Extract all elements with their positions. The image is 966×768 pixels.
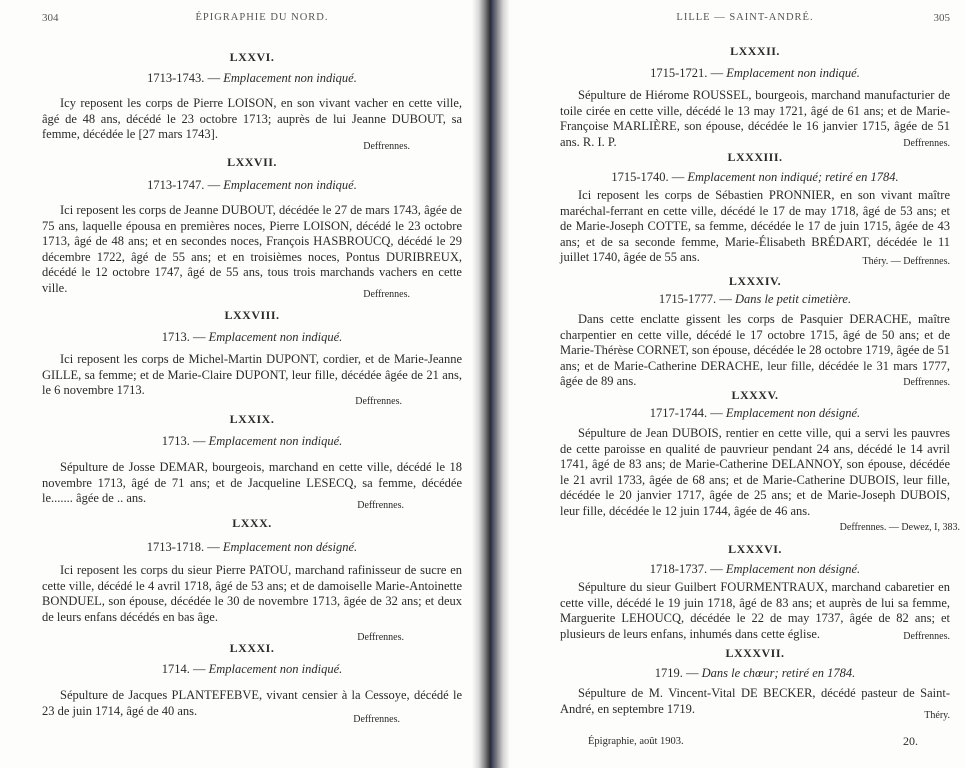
entry-location: Emplacement non indiqué. bbox=[223, 71, 357, 85]
page-footer-sheet-number: 20. bbox=[903, 734, 918, 748]
entry-date-line: 1714. — Emplacement non indiqué. bbox=[161, 662, 343, 676]
right-running-head: LILLE — SAINT-ANDRÉ. bbox=[676, 12, 814, 23]
entry-number: LXXX. bbox=[232, 516, 272, 530]
entry-number: LXXXII. bbox=[730, 44, 780, 58]
entry-number: LXXVIII. bbox=[224, 308, 280, 322]
entry-source: Deffrennes. bbox=[355, 396, 402, 407]
entry-date: 1713. bbox=[161, 434, 190, 448]
entry-date: 1719. bbox=[654, 666, 683, 680]
entry-text: Sépulture de M. Vincent-Vital DE BECKER, décédé pasteur de Saint-André, en septembre 1719. bbox=[560, 686, 950, 716]
entry-text: Icy reposent les corps de Pierre LOISON, en son vivant vacher en cette ville, âgé de 48 ans, décédé le 23 octobre 1713; auprès de lui Jeanne DUBOUT, sa femme, décédée le [27 mars 1743]. bbox=[42, 96, 462, 142]
entry-number: LXXIX. bbox=[229, 412, 275, 426]
entry-date-line: 1718-1737. — Emplacement non désigné. bbox=[649, 562, 861, 576]
right-page bbox=[498, 0, 966, 768]
entry-number: LXXXIV. bbox=[728, 274, 782, 288]
entry-date: 1713-1743. bbox=[147, 71, 205, 85]
entry-location: Emplacement non désigné. bbox=[725, 406, 861, 420]
entry-source: Théry. — Deffrennes. bbox=[862, 256, 950, 267]
entry-text: Sépulture de Josse DEMAR, bourgeois, marchand en cette ville, décédé le 18 novembre 1713, âgé de 71 ans; et de Jacqueline LESECQ, sa femme, décédée le....... âgée de .. ans. bbox=[42, 460, 462, 506]
entry-date-line: 1717-1744. — Emplacement non désigné. bbox=[649, 406, 861, 420]
entry-date: 1717-1744. bbox=[649, 406, 708, 420]
entry-number: LXXXVI. bbox=[728, 542, 782, 556]
entry-source: Théry. bbox=[924, 710, 950, 721]
entry-date: 1713. bbox=[161, 330, 190, 344]
entry-date-line: 1713. — Emplacement non indiqué. bbox=[161, 434, 343, 448]
entry-date: 1715-1721. bbox=[650, 66, 708, 80]
entry-date-line: 1719. — Dans le chœur; retiré en 1784. bbox=[654, 666, 856, 680]
page-footer-signature: Épigraphie, août 1903. bbox=[588, 736, 684, 747]
entry-number: LXXXI. bbox=[229, 641, 275, 655]
entry-location: Emplacement non indiqué. bbox=[208, 434, 343, 448]
entry-location: Emplacement non indiqué. bbox=[208, 662, 343, 676]
entry-number: LXXXVII. bbox=[725, 646, 785, 660]
entry-source: Deffrennes. bbox=[903, 377, 950, 388]
entry-date: 1718-1737. bbox=[649, 562, 708, 576]
entry-source: Deffrennes. bbox=[903, 138, 950, 149]
entry-date-line: 1713-1718. — Emplacement non désigné. bbox=[146, 540, 358, 554]
entry-source: Deffrennes. bbox=[357, 500, 404, 511]
entry-text: Ici reposent les corps de Michel-Martin DUPONT, cordier, et de Marie-Jeanne GILLE, sa femme; et de Marie-Claire DUPONT, leur fille, décédée âgée de 21 ans, le 6 novembre 1713. bbox=[42, 352, 462, 398]
left-page-number: 304 bbox=[42, 12, 59, 24]
entry-location: Emplacement non indiqué. bbox=[726, 66, 860, 80]
entry-location: Emplacement non indiqué; retiré en 1784. bbox=[687, 170, 899, 184]
entry-number: LXXXV. bbox=[731, 388, 779, 402]
entry-text: Sépulture de Hiérome ROUSSEL, bourgeois, marchand manufacturier de toile cirée en cette ville, décédé le 13 may 1721, âgé de 61 ans; et de Marie-Françoise MARLIÈRE, son épouse, décédée le 16 janvier 1715, âgée de 51 ans. R. I. P. bbox=[560, 88, 950, 149]
entry-location: Dans le petit cimetière. bbox=[734, 292, 852, 306]
entry-text: Dans cette enclatte gissent les corps de Pasquier DERACHE, maître charpentier en cette ville, décédé le 17 octobre 1715, âgé de 50 ans; et de Marie-Thérèse CORNET, son épouse, décédée le 28 octobre 1719, âgée de 51 ans; et de Marie-Catherine DERACHE, leur fille, décédée le 31 mars 1777, âgée de 89 ans. bbox=[560, 312, 950, 389]
entry-date: 1714. bbox=[161, 662, 190, 676]
entry-date: 1713-1747. bbox=[147, 178, 205, 192]
entry-date-line: 1715-1721. — Emplacement non indiqué. bbox=[650, 66, 860, 80]
entry-date-line: 1713-1747. — Emplacement non indiqué. bbox=[147, 178, 357, 192]
entry-number: LXXXIII. bbox=[727, 150, 783, 164]
entry-text: Sépulture du sieur Guilbert FOURMENTRAUX, marchand cabaretier en cette ville, décédé le 19 juin 1718, âgé de 83 ans; et auprès de lui sa femme, Marguerite LEHOUCQ, décédée le 22 de may 1737, âgée de 82 ans; et plusieurs de leurs enfans, inhumés dans cette église. bbox=[560, 580, 950, 641]
entry-source: Deffrennes. bbox=[357, 632, 404, 643]
entry-date-line: 1715-1740. — Emplacement non indiqué; retiré en 1784. bbox=[611, 170, 899, 184]
entry-source: Deffrennes. bbox=[353, 714, 400, 725]
entry-location: Emplacement non désigné. bbox=[222, 540, 358, 554]
entry-text: Sépulture de Jean DUBOIS, rentier en cette ville, qui a servi les pauvres de cette paroisse en qualité de pauvrieur pendant 24 ans, décédé le 14 avril 1741, âgé de 83 ans; de Marie-Catherine DELANNOY, son épouse, décédée le 21 avril 1733, âgée de 68 ans; et de Marie-Catherine DUBOIS, leur fille, décédée le 20 janvier 1717, âgée de 25 ans; et de Marie-Joseph DUBOIS, leur fille, décédée le 12 juin 1744, âgée de 46 ans. bbox=[560, 426, 950, 518]
entry-location: Emplacement non désigné. bbox=[725, 562, 861, 576]
entry-text: Sépulture de Jacques PLANTEFEBVE, vivant censier à la Cessoye, décédé le 23 de juin 1714, âgé de 40 ans. bbox=[42, 688, 462, 718]
entry-date-line: 1713. — Emplacement non indiqué. bbox=[161, 330, 343, 344]
entry-location: Emplacement non indiqué. bbox=[223, 178, 357, 192]
entry-date: 1715-1777. bbox=[658, 292, 717, 306]
entry-source: Deffrennes. bbox=[363, 289, 410, 300]
entry-number: LXXVII. bbox=[227, 155, 277, 169]
entry-number: LXXVI. bbox=[229, 50, 275, 64]
entry-text: Ici reposent les corps de Sébastien PRONNIER, en son vivant maître maréchal-ferrant en cette ville, décédé le 17 de may 1718, âgé de 53 ans; et de Marie-Joseph COTTE, sa femme, décédée le 17 de juin 1715, âgée de 43 ans; et de sa seconde femme, Marie-Élisabeth BRÉDART, décédée le 11 juillet 1740, âgée de 55 ans. bbox=[560, 188, 950, 265]
right-page-number: 305 bbox=[933, 12, 950, 24]
entry-source: Deffrennes. bbox=[363, 141, 410, 152]
entry-date: 1715-1740. bbox=[611, 170, 669, 184]
entry-source: Deffrennes. bbox=[903, 631, 950, 642]
entry-date: 1713-1718. bbox=[146, 540, 205, 554]
entry-text: Ici reposent les corps du sieur Pierre PATOU, marchand rafinisseur de sucre en cette ville, décédé le 4 avril 1718, âgé de 53 ans; et de damoiselle Marie-Antoinette BONDUEL, son épouse, décédée le 30 de novembre 1713, âgée de 32 ans; et deux de leurs enfans décédés en bas âge. bbox=[42, 563, 462, 624]
entry-location: Dans le chœur; retiré en 1784. bbox=[701, 666, 856, 680]
entry-location: Emplacement non indiqué. bbox=[208, 330, 343, 344]
entry-date-line: 1713-1743. — Emplacement non indiqué. bbox=[147, 71, 357, 85]
left-running-head: ÉPIGRAPHIE DU NORD. bbox=[195, 12, 329, 23]
entry-date-line: 1715-1777. — Dans le petit cimetière. bbox=[658, 292, 852, 306]
entry-text: Ici reposent les corps de Jeanne DUBOUT, décédée le 27 de mars 1743, âgée de 75 ans, laquelle épousa en premières noces, Pierre LOISON, décédé le 23 octobre 1713, âgé de 48 ans; et en secondes noces, François HASBROUCQ, décédé le 29 décembre 1722, âgé de 55 ans; et en troisièmes noces, Pontus DURIBREUX, décédé le 12 octobre 1747, âgé de 55 ans, tous trois marchands vachers en cette ville. bbox=[42, 203, 462, 295]
entry-source: Deffrennes. — Dewez, I, 383. bbox=[839, 522, 960, 533]
